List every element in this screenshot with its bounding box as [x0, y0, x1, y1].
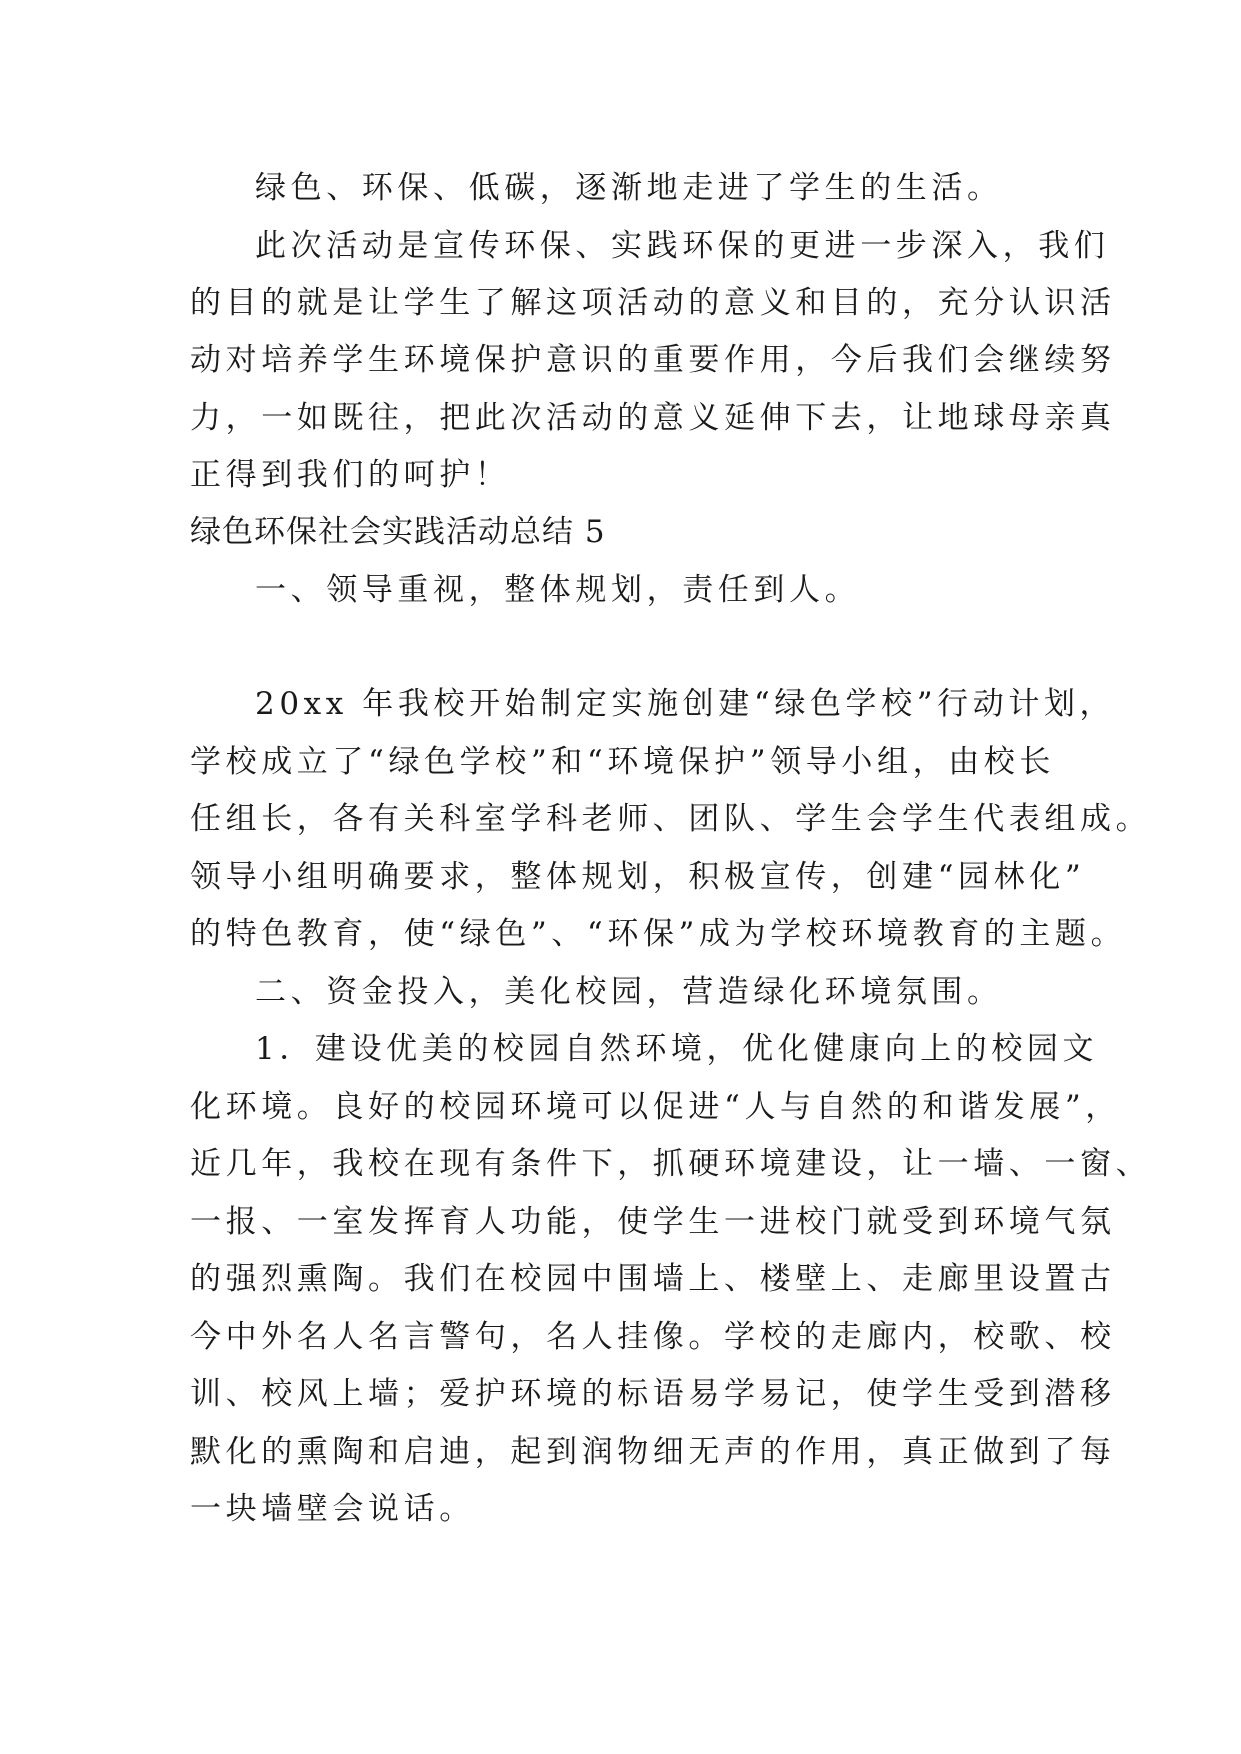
paragraph-line: 任组长，各有关科室学科老师、团队、学生会学生代表组成。: [190, 801, 1152, 837]
paragraph-line: 化环境。良好的校园环境可以促进“人与自然的和谐发展”，: [190, 1089, 1121, 1125]
paragraph-line: 此次活动是宣传环保、实践环保的更进一步深入，我们: [255, 228, 1110, 264]
paragraph-line: 今中外名人名言警句，名人挂像。学校的走廊内，校歌、校: [190, 1319, 1116, 1355]
paragraph-line: 训、校风上墙；爱护环境的标语易学易记，使学生受到潜移: [190, 1376, 1116, 1412]
paragraph-line: 近几年，我校在现有条件下，抓硬环境建设，让一墙、一窗、: [190, 1146, 1152, 1182]
paragraph-line: 一报、一室发挥育人功能，使学生一进校门就受到环境气氛: [190, 1204, 1116, 1240]
paragraph-line: 力，一如既往，把此次活动的意义延伸下去，让地球母亲真: [190, 400, 1116, 436]
paragraph-line: 绿色、环保、低碳，逐渐地走进了学生的生活。: [255, 170, 1003, 206]
paragraph-line: 的目的就是让学生了解这项活动的意义和目的，充分认识活: [190, 285, 1116, 321]
section-title: 绿色环保社会实践活动总结 5: [190, 514, 606, 550]
paragraph-line: 的特色教育，使“绿色”、“环保”成为学校环境教育的主题。: [190, 916, 1127, 952]
paragraph-line: 正得到我们的呵护！: [190, 457, 511, 493]
paragraph-line: 的强烈熏陶。我们在校园中围墙上、楼壁上、走廊里设置古: [190, 1261, 1116, 1297]
section-heading: 一、领导重视，整体规划，责任到人。: [255, 572, 861, 608]
paragraph-line: 默化的熏陶和启迪，起到润物细无声的作用，真正做到了每: [190, 1434, 1116, 1470]
paragraph-line: 学校成立了“绿色学校”和“环境保护”领导小组，由校长: [190, 744, 1055, 780]
paragraph-line: 一块墙壁会说话。: [190, 1491, 475, 1527]
paragraph-line: 20xx 年我校开始制定实施创建“绿色学校”行动计划，: [255, 686, 1116, 722]
paragraph-line: 领导小组明确要求，整体规划，积极宣传，创建“园林化”: [190, 859, 1086, 895]
section-heading: 二、资金投入，美化校园，营造绿化环境氛围。: [255, 974, 1003, 1010]
paragraph-line: 动对培养学生环境保护意识的重要作用，今后我们会继续努: [190, 342, 1116, 378]
paragraph-line: 1．建设优美的校园自然环境，优化健康向上的校园文: [255, 1031, 1099, 1067]
